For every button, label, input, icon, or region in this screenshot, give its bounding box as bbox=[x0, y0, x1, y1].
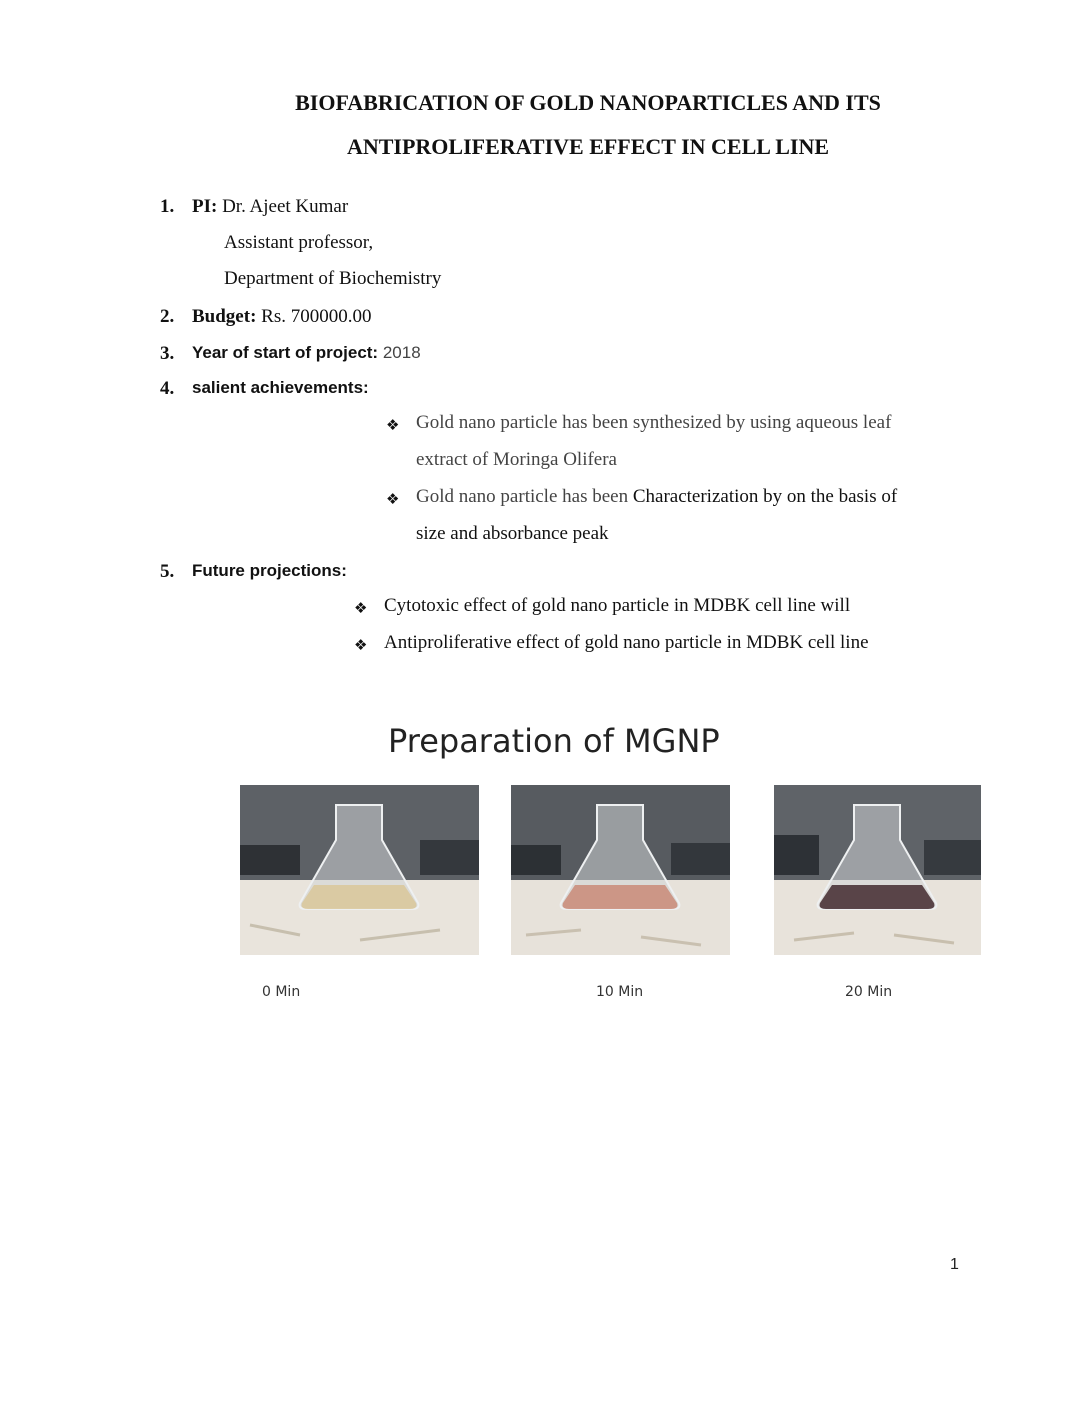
flask-illustration bbox=[240, 785, 479, 955]
item-number-3: 3. bbox=[160, 343, 175, 364]
pi-name: Dr. Ajeet Kumar bbox=[222, 196, 349, 217]
item-number-1: 1. bbox=[160, 196, 175, 217]
page-number: 1 bbox=[950, 1256, 959, 1273]
pi-label: PI: bbox=[192, 196, 218, 217]
figure-title: Preparation of MGNP bbox=[388, 722, 720, 760]
future-label: Future projections: bbox=[192, 561, 347, 580]
doc-title-line-1: BIOFABRICATION OF GOLD NANOPARTICLES AND ITS bbox=[295, 90, 881, 115]
achievement-1-line-1: Gold nano particle has been synthesized by using aqueous leaf bbox=[416, 412, 892, 433]
pi-designation: Assistant professor, bbox=[224, 232, 374, 253]
budget-label: Budget: bbox=[192, 306, 257, 327]
diamond-bullet-icon: ❖ bbox=[386, 490, 400, 508]
caption-10-min: 10 Min bbox=[596, 984, 644, 1000]
liquid-fill bbox=[563, 885, 678, 909]
future-projection-2: Antiproliferative effect of gold nano particle in MDBK cell line bbox=[384, 632, 869, 653]
liquid-fill bbox=[820, 885, 935, 909]
year-line bbox=[192, 343, 421, 363]
flask-photo-10-min bbox=[511, 785, 730, 955]
caption-20-min: 20 Min bbox=[845, 984, 893, 1000]
flask-photo-0-min bbox=[240, 785, 479, 955]
achievement-2-part-b: Characterization by on the basis of bbox=[632, 486, 898, 507]
liquid-fill bbox=[302, 885, 417, 909]
diamond-bullet-icon: ❖ bbox=[386, 416, 400, 434]
pi-department: Department of Biochemistry bbox=[224, 268, 442, 289]
flask-illustration bbox=[511, 785, 730, 955]
salient-label: salient achievements: bbox=[192, 378, 369, 397]
diamond-bullet-icon: ❖ bbox=[354, 599, 368, 617]
future-projection-1: Cytotoxic effect of gold nano particle in MDBK cell line will bbox=[384, 595, 851, 616]
budget-value: Rs. 700000.00 bbox=[261, 306, 372, 327]
flask-illustration bbox=[774, 785, 981, 955]
year-label: Year of start of project: bbox=[192, 343, 379, 362]
flask-photo-20-min bbox=[774, 785, 981, 955]
pi-line bbox=[192, 196, 348, 218]
item-number-5: 5. bbox=[160, 561, 175, 582]
year-value: 2018 bbox=[382, 343, 421, 362]
achievement-1-line-2: extract of Moringa Olifera bbox=[416, 449, 617, 470]
achievement-2-part-a: Gold nano particle has been bbox=[416, 486, 633, 507]
budget-line bbox=[192, 306, 371, 328]
achievement-2-line-2: size and absorbance peak bbox=[416, 523, 609, 544]
item-number-4: 4. bbox=[160, 378, 175, 399]
doc-title-line-2: ANTIPROLIFERATIVE EFFECT IN CELL LINE bbox=[346, 134, 830, 159]
diamond-bullet-icon: ❖ bbox=[354, 636, 368, 654]
caption-0-min: 0 Min bbox=[262, 984, 301, 1000]
item-number-2: 2. bbox=[160, 306, 175, 327]
achievement-2-line-1 bbox=[416, 486, 897, 508]
